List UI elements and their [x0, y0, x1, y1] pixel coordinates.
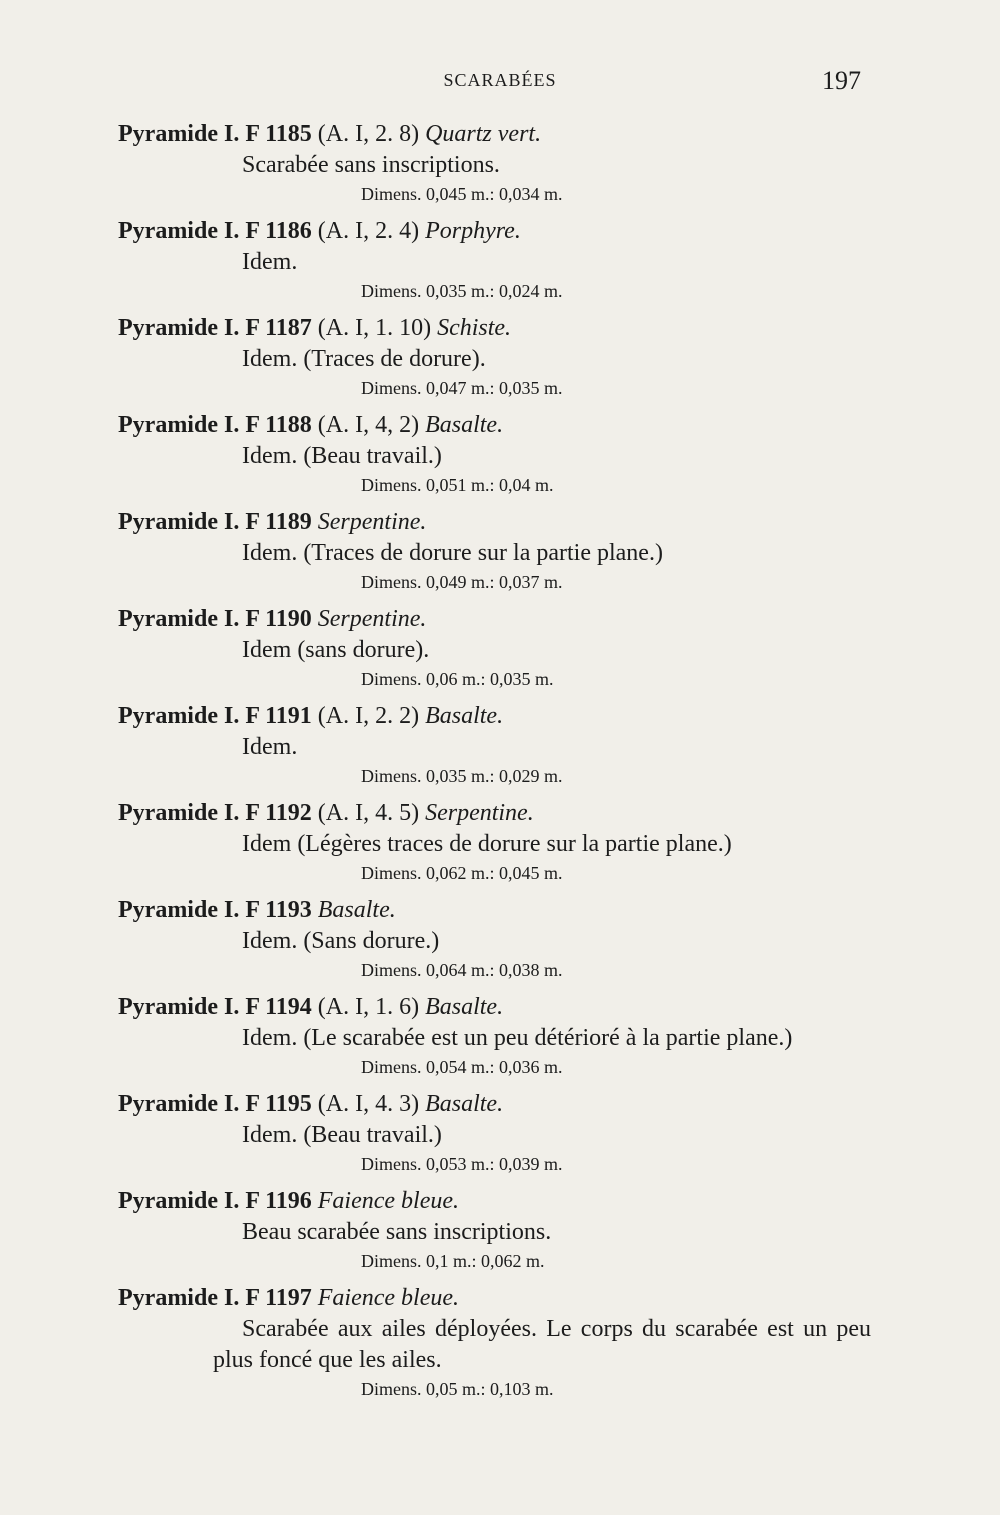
entry-material: Faience bleue.: [317, 1285, 460, 1311]
entry-dimensions: Dimens. 0,035 m.: 0,029 m.: [361, 766, 563, 786]
entry-location: (A. I, 4. 5): [311, 800, 426, 826]
entry-dimensions: Dimens. 0,1 m.: 0,062 m.: [361, 1251, 545, 1271]
entry-material: Porphyre.: [425, 218, 521, 244]
catalogue-entries: [118, 118, 871, 1410]
entry-reference: Pyramide I. F 1192: [118, 800, 312, 826]
entry-heading: [118, 506, 868, 538]
entry-material: Serpentine.: [317, 509, 427, 535]
entry-dimensions: Dimens. 0,062 m.: 0,045 m.: [361, 863, 563, 883]
entry-location: (A. I, 1. 10): [311, 315, 438, 341]
entry-reference: Pyramide I. F 1189: [118, 509, 312, 535]
running-title: SCARABÉES: [443, 70, 557, 90]
entry-location: (A. I, 4. 3): [311, 1091, 426, 1117]
entry-material: Serpentine.: [425, 800, 534, 826]
entry-heading: [118, 215, 868, 247]
entry-material: Faience bleue.: [317, 1188, 460, 1214]
entry-dimensions: Dimens. 0,054 m.: 0,036 m.: [361, 1057, 563, 1077]
catalogue-entry: [118, 506, 868, 595]
entry-location: (A. I, 2. 2): [311, 703, 426, 729]
entry-description: Scarabée sans inscriptions.: [242, 152, 500, 178]
catalogue-entry: [118, 312, 868, 401]
entry-heading: [118, 894, 868, 926]
entry-reference: Pyramide I. F 1196: [118, 1188, 312, 1214]
entry-material: Basalte.: [425, 1091, 504, 1117]
entry-description: Beau scarabée sans inscriptions.: [242, 1219, 552, 1245]
entry-reference: Pyramide I. F 1188: [118, 412, 312, 438]
entry-dimensions: Dimens. 0,035 m.: 0,024 m.: [361, 281, 563, 301]
entry-reference: Pyramide I. F 1194: [118, 994, 312, 1020]
entry-heading: [118, 409, 868, 441]
entry-heading: [118, 991, 868, 1023]
entry-dimensions: Dimens. 0,051 m.: 0,04 m.: [361, 475, 554, 495]
catalogue-entry: [118, 1282, 871, 1402]
entry-dimensions: Dimens. 0,047 m.: 0,035 m.: [361, 378, 563, 398]
entry-heading: [118, 1185, 868, 1217]
entry-location: (A. I, 2. 8): [311, 121, 426, 147]
entry-material: Serpentine.: [317, 606, 427, 632]
entry-heading: [118, 1282, 868, 1314]
catalogue-entry: [118, 1088, 868, 1177]
entry-heading: [118, 312, 868, 344]
entry-material: Quartz vert.: [425, 121, 542, 147]
entry-location: (A. I, 1. 6): [311, 994, 426, 1020]
entry-dimensions: Dimens. 0,064 m.: 0,038 m.: [361, 960, 563, 980]
entry-dimensions: Dimens. 0,045 m.: 0,034 m.: [361, 184, 563, 204]
entry-reference: Pyramide I. F 1197: [118, 1285, 312, 1311]
entry-description: Idem (Légères traces de dorure sur la partie plane.): [242, 831, 732, 857]
entry-location: (A. I, 2. 4): [311, 218, 426, 244]
entry-heading: [118, 118, 868, 150]
entry-description: Idem. (Sans dorure.): [242, 928, 440, 954]
entry-dimensions: Dimens. 0,053 m.: 0,039 m.: [361, 1154, 563, 1174]
entry-material: Basalte.: [425, 412, 504, 438]
catalogue-entry: [118, 991, 868, 1080]
entry-description: Idem. (Traces de dorure).: [242, 346, 486, 372]
entry-dimensions: Dimens. 0,049 m.: 0,037 m.: [361, 572, 563, 592]
catalogue-entry: [118, 894, 868, 983]
entry-description: Scarabée aux ailes déployées. Le corps du scarabée est un peu plus foncé que les ailes.: [213, 1316, 871, 1373]
entry-material: Basalte.: [425, 994, 504, 1020]
entry-reference: Pyramide I. F 1185: [118, 121, 312, 147]
entry-reference: Pyramide I. F 1186: [118, 218, 312, 244]
catalogue-entry: [118, 118, 868, 207]
entry-description: Idem. (Le scarabée est un peu détérioré à la partie plane.): [242, 1025, 793, 1051]
entry-heading: [118, 700, 868, 732]
catalogue-entry: [118, 603, 868, 692]
entry-reference: Pyramide I. F 1190: [118, 606, 312, 632]
catalogue-entry: [118, 215, 868, 304]
entry-material: Basalte.: [425, 703, 504, 729]
entry-reference: Pyramide I. F 1187: [118, 315, 312, 341]
entry-description: Idem. (Beau travail.): [242, 1122, 442, 1148]
entry-material: Schiste.: [437, 315, 512, 341]
catalogue-entry: [118, 409, 868, 498]
entry-description: Idem.: [242, 249, 298, 275]
entry-description: Idem (sans dorure).: [242, 637, 430, 663]
entry-dimensions: Dimens. 0,05 m.: 0,103 m.: [361, 1379, 554, 1399]
entry-heading: [118, 1088, 868, 1120]
entry-reference: Pyramide I. F 1193: [118, 897, 312, 923]
entry-heading: [118, 797, 868, 829]
catalogue-entry: [118, 1185, 868, 1274]
catalogue-entry: [118, 797, 868, 886]
entry-dimensions: Dimens. 0,06 m.: 0,035 m.: [361, 669, 554, 689]
entry-reference: Pyramide I. F 1195: [118, 1091, 312, 1117]
entry-material: Basalte.: [317, 897, 396, 923]
entry-reference: Pyramide I. F 1191: [118, 703, 312, 729]
catalogue-entry: [118, 700, 868, 789]
entry-description: Idem. (Beau travail.): [242, 443, 442, 469]
entry-heading: [118, 603, 868, 635]
page-number: 197: [822, 66, 861, 95]
entry-location: (A. I, 4, 2): [311, 412, 426, 438]
entry-description: Idem.: [242, 734, 298, 760]
entry-description: Idem. (Traces de dorure sur la partie plane.): [242, 540, 663, 566]
